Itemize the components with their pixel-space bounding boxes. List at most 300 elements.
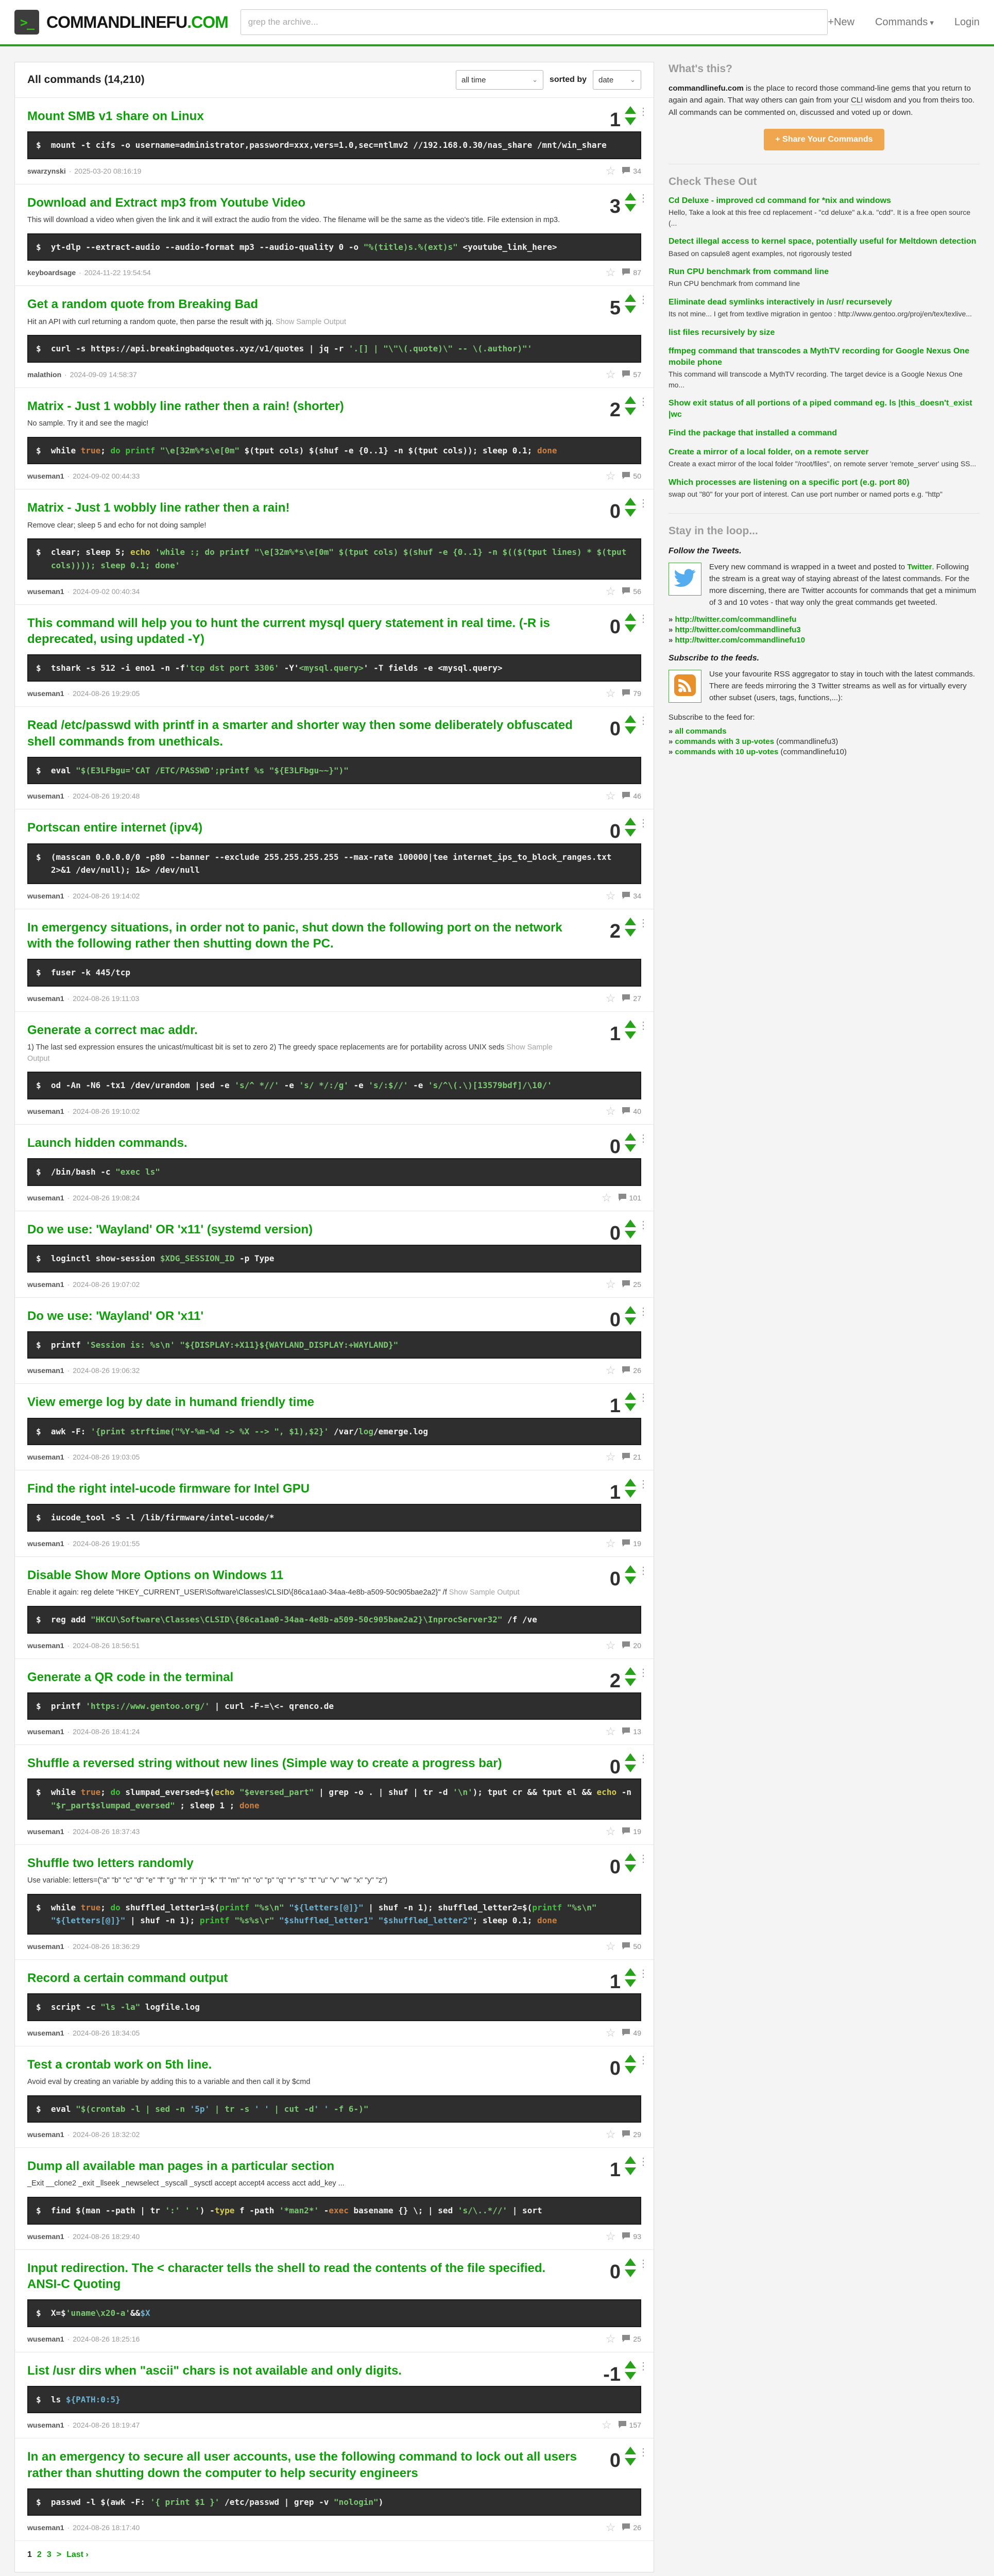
command-code: find $(man --path | tr ':' ' ') -type f -path '*man2*' -exec basename {} \; | sed 's/\..*//' | sort <box>50 2206 542 2216</box>
command-author[interactable]: wuseman1 <box>27 792 64 801</box>
command-title[interactable]: Do we use: 'Wayland' OR 'x11' (systemd version) <box>27 1222 313 1236</box>
command-code-block <box>27 233 641 261</box>
comments-button[interactable] <box>622 1280 641 1289</box>
show-sample-output-link[interactable]: Show Sample Output <box>449 1588 520 1597</box>
comments-button[interactable] <box>622 2334 641 2344</box>
comments-button[interactable] <box>622 587 641 596</box>
sidebar-command-item <box>669 447 980 469</box>
command-meta <box>27 2027 641 2039</box>
command-date: 2024-08-26 19:06:32 <box>73 1366 140 1375</box>
upvote-arrow-icon[interactable] <box>625 2447 636 2454</box>
command-title[interactable]: Get a random quote from Breaking Bad <box>27 297 259 312</box>
vote-box <box>610 1753 636 1777</box>
upvote-arrow-icon[interactable] <box>625 2055 636 2062</box>
command-title[interactable]: Do we use: 'Wayland' OR 'x11' <box>27 1309 204 1323</box>
command-author[interactable]: malathion <box>27 370 62 379</box>
raquo-bullet: » <box>669 737 675 746</box>
downvote-arrow-icon[interactable] <box>625 1490 636 1498</box>
favorite-star-icon[interactable]: ☆ <box>605 1277 616 1291</box>
sidebar-command-link[interactable]: Show exit status of all portions of a piped command eg. ls |this_doesn't_exist |wc <box>669 398 972 419</box>
entry-menu-icon[interactable]: ⋮ <box>638 498 648 510</box>
upvote-arrow-icon[interactable] <box>625 294 636 302</box>
entry-menu-icon[interactable]: ⋮ <box>638 2054 648 2066</box>
command-code-block <box>27 2488 641 2516</box>
favorite-star-icon[interactable]: ☆ <box>605 2521 616 2534</box>
command-entry <box>15 2046 654 2148</box>
command-code-block <box>27 437 641 465</box>
favorite-star-icon[interactable]: ☆ <box>605 266 616 279</box>
downvote-arrow-icon[interactable] <box>625 1865 636 1872</box>
comments-button[interactable] <box>622 268 641 277</box>
sidebar-command-item <box>669 195 980 228</box>
command-meta <box>27 1106 641 1117</box>
favorite-star-icon[interactable]: ☆ <box>601 2418 612 2432</box>
downvote-arrow-icon[interactable] <box>625 204 636 212</box>
prompt-dollar: $ <box>36 663 51 673</box>
command-date: 2024-11-22 19:54:54 <box>84 268 151 277</box>
entry-menu-icon[interactable]: ⋮ <box>638 2258 648 2269</box>
sidebar-command-item <box>669 398 980 420</box>
command-code: (masscan 0.0.0.0/0 -p80 --banner --exclude 255.255.255.255 --max-rate 100000|tee internet_ips_to_block_ranges.txt 2>&1 /dev/null); 1&> /dev/null <box>50 852 617 875</box>
comments-button[interactable] <box>622 2523 641 2532</box>
command-author[interactable]: wuseman1 <box>27 689 64 698</box>
comments-button[interactable] <box>618 2420 641 2430</box>
command-author[interactable]: wuseman1 <box>27 1453 64 1462</box>
command-title[interactable]: Test a crontab work on 5th line. <box>27 2057 212 2072</box>
command-author[interactable]: wuseman1 <box>27 1539 64 1548</box>
comments-button[interactable] <box>622 1107 641 1116</box>
command-entry <box>15 2249 654 2352</box>
downvote-arrow-icon[interactable] <box>625 1403 636 1411</box>
command-author[interactable]: wuseman1 <box>27 891 64 900</box>
comment-bubble-icon <box>618 1193 627 1202</box>
command-title[interactable]: Portscan entire internet (ipv4) <box>27 821 203 835</box>
upvote-arrow-icon[interactable] <box>625 613 636 621</box>
command-author[interactable]: wuseman1 <box>27 2130 64 2139</box>
upvote-arrow-icon[interactable] <box>625 1968 636 1976</box>
command-code-block <box>27 959 641 987</box>
command-author[interactable]: wuseman1 <box>27 1942 64 1951</box>
downvote-arrow-icon[interactable] <box>625 1231 636 1239</box>
upvote-arrow-icon[interactable] <box>625 2361 636 2368</box>
entry-menu-icon[interactable]: ⋮ <box>638 1968 648 1979</box>
comment-bubble-icon <box>622 2232 630 2241</box>
command-code-block <box>27 131 641 159</box>
favorite-star-icon[interactable]: ☆ <box>605 164 616 177</box>
favorite-star-icon[interactable]: ☆ <box>605 789 616 803</box>
favorite-star-icon[interactable]: ☆ <box>605 1638 616 1652</box>
feed-link[interactable]: all commands <box>675 726 727 736</box>
site-logo-text: COMMANDLINEFU.COM <box>46 12 228 31</box>
check-these-out-heading: Check These Out <box>669 175 757 188</box>
sidebar-command-link[interactable]: Eliminate dead symlinks interactively in /usr/ recursevely <box>669 297 892 307</box>
command-title[interactable]: Matrix - Just 1 wobbly line rather then a rain! (shorter) <box>27 399 344 413</box>
show-sample-output-link[interactable]: Show Sample Output <box>27 1043 553 1063</box>
command-meta <box>27 688 641 699</box>
upvote-arrow-icon[interactable] <box>625 1133 636 1141</box>
vote-box <box>610 1392 636 1416</box>
downvote-arrow-icon[interactable] <box>625 1577 636 1584</box>
command-author[interactable]: wuseman1 <box>27 1827 64 1836</box>
command-author[interactable]: wuseman1 <box>27 1366 64 1375</box>
command-title[interactable]: Generate a correct mac addr. <box>27 1023 198 1037</box>
page-link[interactable]: Last › <box>66 2550 89 2560</box>
nav-login[interactable]: Login <box>954 16 980 28</box>
feed-link[interactable]: commands with 10 up-votes <box>675 747 779 756</box>
downvote-arrow-icon[interactable] <box>625 1765 636 1772</box>
entry-menu-icon[interactable]: ⋮ <box>638 1479 648 1490</box>
entry-menu-icon[interactable]: ⋮ <box>638 1853 648 1865</box>
comment-count: 50 <box>633 1942 641 1951</box>
command-title[interactable]: Dump all available man pages in a particular section <box>27 2159 335 2174</box>
comments-button[interactable] <box>622 2028 641 2038</box>
entry-menu-icon[interactable]: ⋮ <box>638 1392 648 1404</box>
subscribe-feeds-heading: Subscribe to the feeds. <box>669 653 760 663</box>
command-title[interactable]: Shuffle a reversed string without new lines (Simple way to create a progress bar) <box>27 1756 502 1771</box>
upvote-arrow-icon[interactable] <box>625 1219 636 1227</box>
comments-button[interactable] <box>622 2232 641 2241</box>
command-author[interactable]: wuseman1 <box>27 2028 64 2037</box>
comment-bubble-icon <box>622 166 630 176</box>
favorite-star-icon[interactable]: ☆ <box>605 1939 616 1953</box>
favorite-star-icon[interactable]: ☆ <box>605 1364 616 1377</box>
downvote-arrow-icon[interactable] <box>625 2167 636 2175</box>
search-input[interactable] <box>241 9 828 35</box>
upvote-arrow-icon[interactable] <box>625 2258 636 2266</box>
entry-menu-icon[interactable]: ⋮ <box>638 1306 648 1317</box>
twitter-feed-link[interactable]: http://twitter.com/commandlinefu <box>675 615 797 624</box>
downvote-arrow-icon[interactable] <box>625 117 636 125</box>
upvote-arrow-icon[interactable] <box>625 1306 636 1314</box>
feed-links <box>669 727 980 756</box>
downvote-arrow-icon[interactable] <box>625 1031 636 1039</box>
vote-box <box>610 498 636 521</box>
meta-separator: · <box>67 2334 70 2343</box>
command-author[interactable]: wuseman1 <box>27 472 64 481</box>
comments-button[interactable] <box>622 2130 641 2139</box>
comment-count: 79 <box>633 689 641 698</box>
downvote-arrow-icon[interactable] <box>625 726 636 734</box>
favorite-star-icon[interactable]: ☆ <box>605 1105 616 1118</box>
prompt-dollar: $ <box>36 765 51 775</box>
entry-menu-icon[interactable]: ⋮ <box>638 192 648 204</box>
sidebar-command-link[interactable]: Run CPU benchmark from command line <box>669 267 829 276</box>
command-author[interactable]: wuseman1 <box>27 587 64 596</box>
command-title[interactable]: Generate a QR code in the terminal <box>27 1670 234 1684</box>
downvote-arrow-icon[interactable] <box>625 624 636 632</box>
command-author[interactable]: swarzynski <box>27 166 66 175</box>
command-code: printf 'https://www.gentoo.org/' | curl -F-=\<- qrenco.de <box>50 1701 334 1711</box>
vote-box <box>610 193 636 216</box>
comments-button[interactable] <box>622 689 641 698</box>
sidebar-command-link[interactable]: Which processes are listening on a specific port (e.g. port 80) <box>669 478 910 487</box>
command-code: eval "$(crontab -l | sed -n '5p' | tr -s ' ' | cut -d' ' -f 6-)" <box>50 2104 369 2114</box>
command-date: 2024-09-02 00:40:34 <box>73 587 140 596</box>
comments-button[interactable] <box>622 471 641 481</box>
favorite-star-icon[interactable]: ☆ <box>605 991 616 1005</box>
command-title[interactable]: In an emergency to secure all user accounts, use the following command to lock out all users rather than shutting down the computer to help security engineers <box>27 2450 577 2480</box>
downvote-arrow-icon[interactable] <box>625 2458 636 2466</box>
sidebar-command-link[interactable]: list files recursively by size <box>669 328 775 337</box>
entry-menu-icon[interactable]: ⋮ <box>638 2360 648 2372</box>
command-code: awk -F: '{print strftime("%Y-%m-%d -> %X --> ", $1),$2}' /var/log/emerge.log <box>50 1426 429 1436</box>
upvote-arrow-icon[interactable] <box>625 1392 636 1400</box>
entry-menu-icon[interactable]: ⋮ <box>638 613 648 624</box>
command-author[interactable]: wuseman1 <box>27 2421 64 2430</box>
prompt-dollar: $ <box>36 852 51 862</box>
follow-the-tweets-heading: Follow the Tweets. <box>669 546 742 555</box>
entry-menu-icon[interactable]: ⋮ <box>638 1667 648 1679</box>
meta-separator: · <box>67 2232 70 2241</box>
favorite-star-icon[interactable]: ☆ <box>605 1536 616 1550</box>
raquo-bullet: » <box>669 625 675 634</box>
command-date: 2024-08-26 18:34:05 <box>73 2028 140 2037</box>
downvote-arrow-icon[interactable] <box>625 2372 636 2380</box>
prompt-dollar: $ <box>36 140 51 150</box>
command-title[interactable]: Mount SMB v1 share on Linux <box>27 109 204 123</box>
comments-button[interactable] <box>622 1727 641 1736</box>
vote-box <box>610 818 636 841</box>
comment-bubble-icon <box>622 370 630 379</box>
command-meta <box>27 1726 641 1737</box>
command-code-block <box>27 1331 641 1359</box>
downvote-arrow-icon[interactable] <box>625 1679 636 1686</box>
upvote-arrow-icon[interactable] <box>625 2156 636 2164</box>
entry-menu-icon[interactable]: ⋮ <box>638 2447 648 2459</box>
command-code: while true; do slumpad_eversed=$(echo "$eversed_part" | grep -o . | shuf | tr -d '\n'); tput cr && tput el && echo -n "$r_part$slumpad_eversed" ; sleep 1 ; done <box>50 1787 637 1811</box>
comments-button[interactable] <box>622 1827 641 1836</box>
command-meta <box>27 586 641 597</box>
command-code-block <box>27 2197 641 2225</box>
favorite-star-icon[interactable]: ☆ <box>605 1725 616 1738</box>
time-filter-select[interactable]: all time ⌄ <box>456 70 543 90</box>
comment-bubble-icon <box>622 2523 630 2532</box>
upvote-arrow-icon[interactable] <box>625 396 636 404</box>
prompt-dollar: $ <box>36 1902 51 1912</box>
favorite-star-icon[interactable]: ☆ <box>601 1191 612 1204</box>
comments-button[interactable] <box>618 1193 641 1202</box>
downvote-arrow-icon[interactable] <box>625 306 636 313</box>
meta-separator: · <box>67 1727 70 1736</box>
sidebar-command-link[interactable]: Create a mirror of a local folder, on a remote server <box>669 447 869 456</box>
comments-button[interactable] <box>622 1452 641 1462</box>
command-entry <box>15 1844 654 1959</box>
entry-menu-icon[interactable]: ⋮ <box>638 294 648 306</box>
show-sample-output-link[interactable]: Show Sample Output <box>275 317 347 326</box>
page-title: All commands (14,210) <box>27 74 145 86</box>
nav-new[interactable]: +New <box>828 16 855 28</box>
entry-menu-icon[interactable]: ⋮ <box>638 396 648 408</box>
favorite-star-icon[interactable]: ☆ <box>605 1824 616 1838</box>
command-title[interactable]: This command will help you to hunt the current mysql query statement in real time. (-R is deprecated, using updated -Y) <box>27 616 550 646</box>
sidebar-command-link[interactable]: Find the package that installed a command <box>669 429 837 438</box>
favorite-star-icon[interactable]: ☆ <box>605 2229 616 2243</box>
comments-button[interactable] <box>622 1942 641 1951</box>
entry-menu-icon[interactable]: ⋮ <box>638 1133 648 1145</box>
command-author[interactable]: wuseman1 <box>27 1727 64 1736</box>
command-title[interactable]: Find the right intel-ucode firmware for Intel GPU <box>27 1482 310 1496</box>
command-code: curl -s https://api.breakingbadquotes.xyz/v1/quotes | jq -r '.[] | "\"\(.quote)\" -- \(.author)"' <box>50 344 533 354</box>
entry-menu-icon[interactable]: ⋮ <box>638 1020 648 1031</box>
prompt-dollar: $ <box>36 242 51 252</box>
downvote-arrow-icon[interactable] <box>625 1144 636 1152</box>
entry-menu-icon[interactable]: ⋮ <box>638 818 648 829</box>
page-link[interactable]: 3 <box>46 2550 52 2560</box>
twitter-bird-icon <box>674 568 696 590</box>
feed-link[interactable]: commands with 3 up-votes <box>675 737 775 746</box>
header-nav <box>828 16 980 28</box>
command-title[interactable]: Read /etc/passwd with printf in a smarter and shorter way then some deliberately obfuscated shell commands from unethicals. <box>27 718 573 749</box>
command-title[interactable]: View emerge log by date in humand friendly time <box>27 1395 315 1410</box>
sidebar-command-link[interactable]: Cd Deluxe - improved cd command for *nix and windows <box>669 196 892 205</box>
site-logo[interactable] <box>14 10 228 35</box>
entry-menu-icon[interactable]: ⋮ <box>638 1565 648 1577</box>
upvote-arrow-icon[interactable] <box>625 1753 636 1761</box>
sidebar-command-link[interactable]: Detect illegal access to kernel space, potentially useful for Meltdown detection <box>669 236 976 246</box>
command-title[interactable]: Record a certain command output <box>27 1971 228 1985</box>
sidebar-command-item <box>669 327 980 338</box>
entry-menu-icon[interactable]: ⋮ <box>638 106 648 117</box>
rss-icon-box <box>669 670 701 703</box>
sidebar-command-link[interactable]: ffmpeg command that transcodes a MythTV recording for Google Nexus One mobile phone <box>669 347 970 367</box>
favorite-star-icon[interactable]: ☆ <box>605 367 616 381</box>
entry-menu-icon[interactable]: ⋮ <box>638 917 648 929</box>
comments-button[interactable] <box>622 791 641 801</box>
favorite-star-icon[interactable]: ☆ <box>605 2026 616 2039</box>
command-author[interactable]: wuseman1 <box>27 1193 64 1202</box>
comment-count: 19 <box>633 1539 641 1548</box>
upvote-arrow-icon[interactable] <box>625 1020 636 1028</box>
comments-button[interactable] <box>622 994 641 1003</box>
favorite-star-icon[interactable]: ☆ <box>605 889 616 902</box>
command-author[interactable]: wuseman1 <box>27 1641 64 1650</box>
command-title[interactable]: Launch hidden commands. <box>27 1136 187 1150</box>
prompt-dollar: $ <box>36 2002 51 2012</box>
entry-menu-icon[interactable]: ⋮ <box>638 715 648 727</box>
meta-separator: · <box>67 1107 70 1116</box>
command-author[interactable]: wuseman1 <box>27 2523 64 2532</box>
comments-button[interactable] <box>622 166 641 176</box>
downvote-arrow-icon[interactable] <box>625 2269 636 2277</box>
downvote-arrow-icon[interactable] <box>625 1317 636 1325</box>
command-entry <box>15 2352 654 2438</box>
command-title[interactable]: Download and Extract mp3 from Youtube Video <box>27 195 306 210</box>
vote-box <box>610 2258 636 2282</box>
upvote-arrow-icon[interactable] <box>625 1565 636 1573</box>
upvote-arrow-icon[interactable] <box>625 1479 636 1486</box>
comment-bubble-icon <box>622 994 630 1003</box>
command-entry <box>15 184 654 286</box>
upvote-arrow-icon[interactable] <box>625 715 636 723</box>
entry-menu-icon[interactable]: ⋮ <box>638 1753 648 1765</box>
comments-button[interactable] <box>622 891 641 901</box>
command-title[interactable]: Matrix - Just 1 wobbly line rather then a rain! <box>27 501 290 515</box>
command-description: 1) The last sed expression ensures the unicast/multicast bit is set to zero 2) The greedy space replacements are for portability across UNIX seds Show Sample Output <box>27 1043 553 1063</box>
prompt-dollar: $ <box>36 1253 51 1264</box>
vote-count: 1 <box>609 109 621 131</box>
share-your-commands-button[interactable]: + Share Your Commands <box>764 129 884 150</box>
upvote-arrow-icon[interactable] <box>625 1853 636 1861</box>
vote-box <box>610 613 636 637</box>
vote-box <box>610 918 636 941</box>
command-date: 2024-08-26 19:14:02 <box>73 891 140 900</box>
twitter-feed-link[interactable]: http://twitter.com/commandlinefu3 <box>675 625 801 634</box>
downvote-arrow-icon[interactable] <box>625 509 636 517</box>
comment-bubble-icon <box>622 1366 630 1375</box>
entry-menu-icon[interactable]: ⋮ <box>638 1219 648 1231</box>
vote-count: 0 <box>609 718 621 740</box>
comments-button[interactable] <box>622 370 641 379</box>
downvote-arrow-icon[interactable] <box>625 2066 636 2074</box>
command-author[interactable]: wuseman1 <box>27 1107 64 1116</box>
prompt-dollar: $ <box>36 547 51 557</box>
comments-button[interactable] <box>622 1539 641 1548</box>
command-title[interactable]: List /usr dirs when "ascii" chars is not available and only digits. <box>27 2363 402 2378</box>
nav-commands[interactable]: Commands ▾ <box>875 16 934 28</box>
command-title[interactable]: Shuffle two letters randomly <box>27 1856 194 1870</box>
favorite-star-icon[interactable]: ☆ <box>605 687 616 700</box>
command-author[interactable]: keyboardsage <box>27 268 76 277</box>
command-entry <box>15 1383 654 1470</box>
favorite-star-icon[interactable]: ☆ <box>605 2332 616 2345</box>
upvote-arrow-icon[interactable] <box>625 918 636 925</box>
command-author[interactable]: wuseman1 <box>27 994 64 1003</box>
sort-select[interactable]: date ⌄ <box>593 70 641 90</box>
comment-count: 19 <box>633 1827 641 1836</box>
favorite-star-icon[interactable]: ☆ <box>605 469 616 483</box>
command-author[interactable]: wuseman1 <box>27 2232 64 2241</box>
command-author[interactable]: wuseman1 <box>27 2334 64 2343</box>
vote-count: 2 <box>609 399 621 421</box>
upvote-arrow-icon[interactable] <box>625 498 636 505</box>
upvote-arrow-icon[interactable] <box>625 106 636 114</box>
downvote-arrow-icon[interactable] <box>625 1979 636 1987</box>
upvote-arrow-icon[interactable] <box>625 193 636 200</box>
meta-separator: · <box>67 2130 70 2139</box>
sorted-by-label: sorted by <box>549 75 587 84</box>
favorite-star-icon[interactable]: ☆ <box>605 1450 616 1464</box>
page-link[interactable]: 2 <box>37 2550 42 2560</box>
twitter-feed-link[interactable]: http://twitter.com/commandlinefu10 <box>675 635 806 645</box>
command-title[interactable]: In emergency situations, in order not to panic, shut down the following port on the network with the following rather then shutting down the PC. <box>27 920 562 951</box>
entry-menu-icon[interactable]: ⋮ <box>638 2156 648 2168</box>
rss-text: Use your favourite RSS aggregator to stay in touch with the latest commands. There are feeds mirroring the 3 Twitter streams as well as for virtually every other subset (users, tags, functions,...): <box>709 669 975 703</box>
comment-bubble-icon <box>622 1107 630 1116</box>
feed-note: (commandlinefu10) <box>778 747 847 756</box>
command-entry <box>15 1744 654 1844</box>
downvote-arrow-icon[interactable] <box>625 929 636 937</box>
upvote-arrow-icon[interactable] <box>625 818 636 825</box>
comments-button[interactable] <box>622 1641 641 1650</box>
favorite-star-icon[interactable]: ☆ <box>605 2128 616 2141</box>
twitter-link[interactable]: Twitter <box>907 562 932 571</box>
downvote-arrow-icon[interactable] <box>625 829 636 837</box>
command-title[interactable]: Disable Show More Options on Windows 11 <box>27 1568 284 1582</box>
command-code-block <box>27 538 641 579</box>
downvote-arrow-icon[interactable] <box>625 408 636 415</box>
page-link[interactable]: > <box>56 2550 62 2560</box>
command-author[interactable]: wuseman1 <box>27 1280 64 1289</box>
comment-count: 40 <box>633 1107 641 1116</box>
upvote-arrow-icon[interactable] <box>625 1667 636 1675</box>
command-description: Use variable: letters=("a" "b" "c" "d" "e" "f" "g" "h" "i" "j" "k" "l" "m" "n" "o" "p" "q" "r" "s" "t" "u" "v" "w" "x" "y" "z") <box>27 1876 388 1885</box>
vote-count: 2 <box>609 920 621 942</box>
command-code-block <box>27 1245 641 1273</box>
vote-count: 1 <box>609 2159 621 2181</box>
command-title[interactable]: Input redirection. The < character tells the shell to read the contents of the file specified. ANSI-C Quoting <box>27 2261 546 2291</box>
comments-button[interactable] <box>622 1366 641 1375</box>
favorite-star-icon[interactable]: ☆ <box>605 584 616 598</box>
